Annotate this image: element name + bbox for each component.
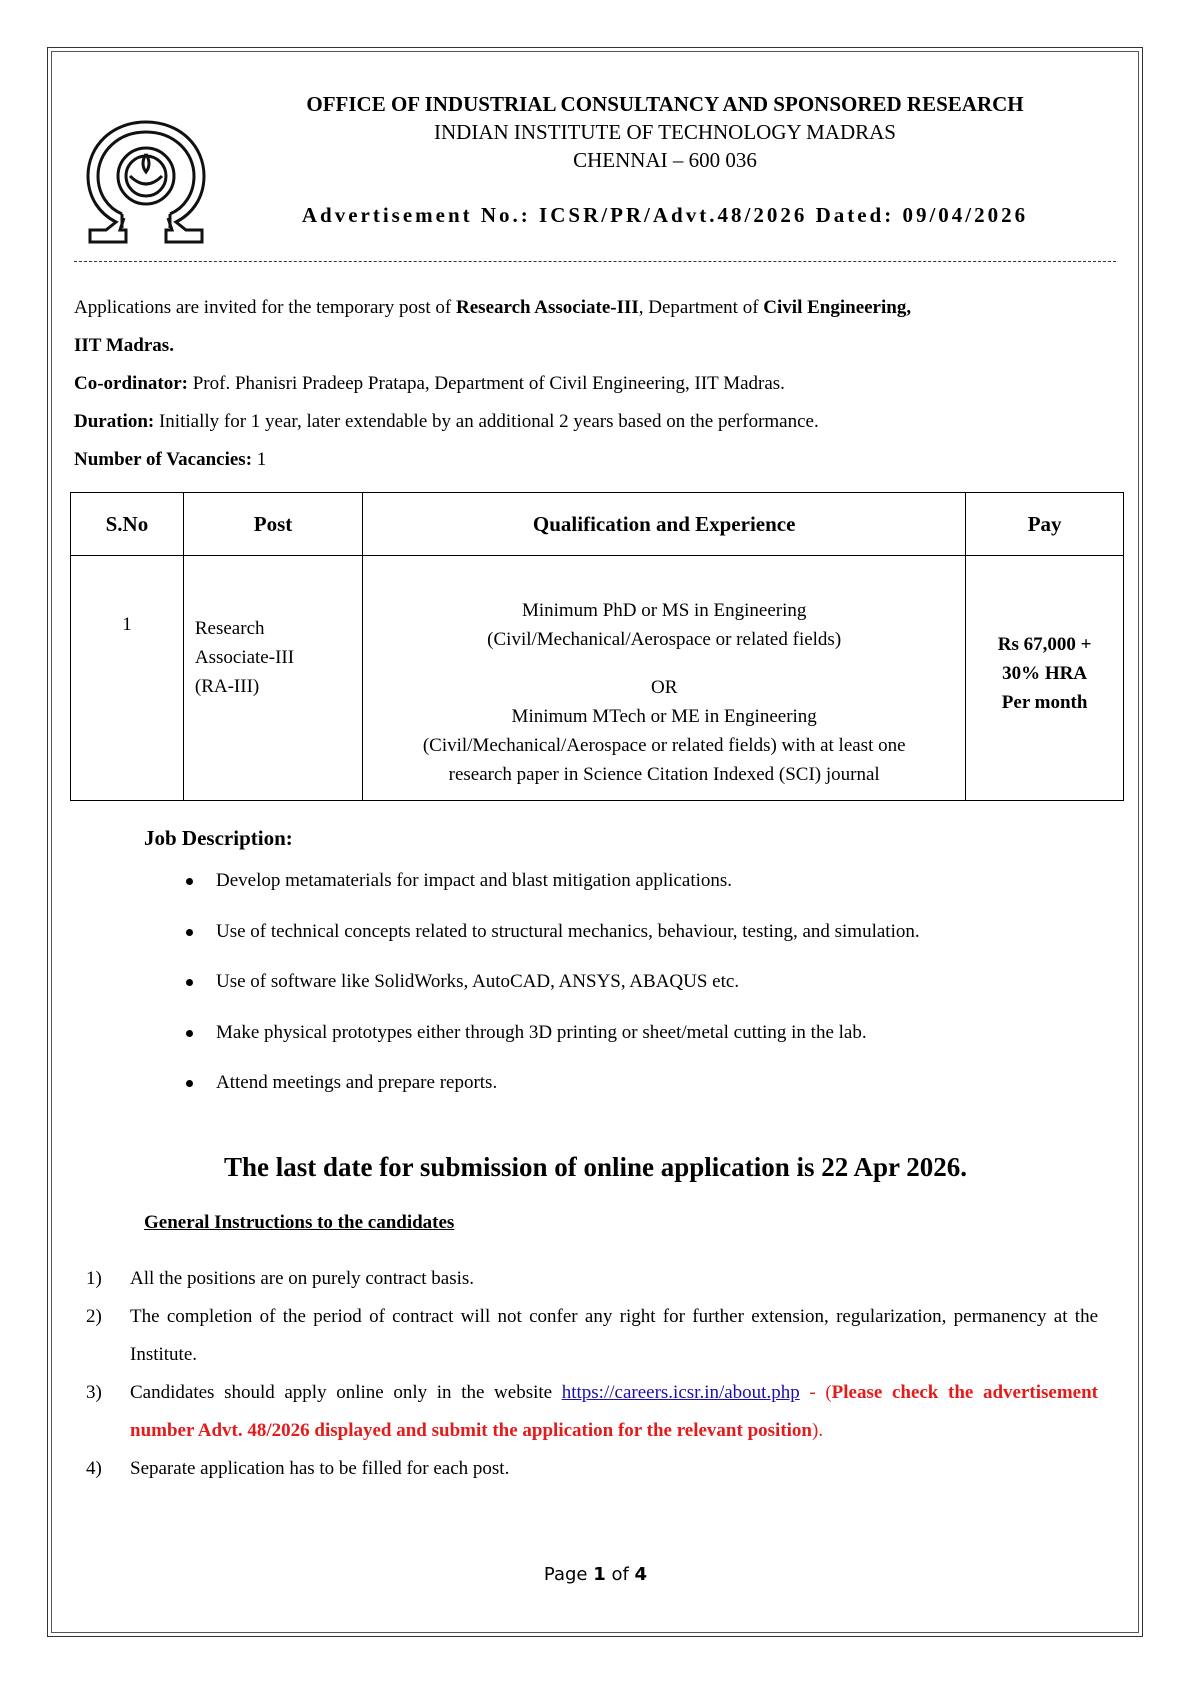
cell-sno: 1 <box>71 556 184 801</box>
qualification-or: OR <box>650 677 678 698</box>
intro-line: Applications are invited for the temporary post of Research Associate-III, Department of Civil Engineering, <box>74 297 912 318</box>
post-table <box>70 492 1124 801</box>
list-item: 2) The completion of the period of contract will not confer any right for further extension, regularization, permanency at the Institute. <box>86 1306 1098 1365</box>
list-item: Make physical prototypes either through 3D printing or sheet/metal cutting in the lab. <box>144 1022 920 1073</box>
post-name: Research Associate-III <box>456 297 639 318</box>
intro-line-cont: IIT Madras. <box>74 335 174 356</box>
list-item: Use of technical concepts related to structural mechanics, behaviour, testing, and simulation. <box>144 921 920 972</box>
bullet-icon <box>186 878 193 885</box>
dashed-separator <box>74 261 1116 262</box>
cell-qualification: Minimum PhD or MS in Engineering (Civil/Mechanical/Aerospace or related fields) OR Minimum MTech or ME in Engineering (Civil/Mechanical/Aerospace or related fields) with at least one research paper in Science Citation Indexed (SCI) journal <box>363 556 966 801</box>
bullet-icon <box>186 929 193 936</box>
advertisement-number: Advertisement No.: ICSR/PR/Advt.48/2026 Dated: 09/04/2026 <box>301 203 1029 227</box>
bullet-icon <box>186 979 193 986</box>
list-item: 1) All the positions are on purely contract basis. <box>86 1268 475 1289</box>
total-pages: 4 <box>634 1564 648 1585</box>
header-post: Post <box>183 493 362 556</box>
list-item: 3) Candidates should apply online only in the website https://careers.icsr.in/about.php - (Please check the advertisement number Advt. 48/2026 displayed and submit the application for the relevant position). <box>86 1382 1099 1441</box>
department-name: Civil Engineering, <box>763 297 912 318</box>
vacancies-line: Number of Vacancies: 1 <box>74 449 267 470</box>
coordinator-line: Co-ordinator: Prof. Phanisri Pradeep Pratapa, Department of Civil Engineering, IIT Madras. <box>74 373 785 394</box>
header-qualification: Qualification and Experience <box>363 493 966 556</box>
list-item: Use of software like SolidWorks, AutoCAD, ANSYS, ABAQUS etc. <box>144 971 920 1022</box>
org-name: OFFICE OF INDUSTRIAL CONSULTANCY AND SPONSORED RESEARCH <box>306 92 1024 116</box>
bullet-icon <box>186 1080 193 1087</box>
cell-post: Research Associate-III (RA-III) <box>183 556 362 801</box>
duration-line: Duration: Initially for 1 year, later extendable by an additional 2 years based on the performance. <box>74 411 819 432</box>
list-item: 4) Separate application has to be filled for each post. <box>86 1458 510 1479</box>
page-footer: Page 1 of 4 <box>543 1564 648 1585</box>
list-item: Attend meetings and prepare reports. <box>144 1072 920 1123</box>
last-date-notice: The last date for submission of online application is 22 Apr 2026. <box>223 1152 968 1182</box>
job-description-title: Job Description: <box>144 826 293 850</box>
institute-city: CHENNAI – 600 036 <box>573 148 757 172</box>
table-header-row <box>71 493 1124 556</box>
job-description-list <box>144 870 920 1123</box>
cell-pay: Rs 67,000 + 30% HRA Per month <box>966 556 1124 801</box>
institute-name: INDIAN INSTITUTE OF TECHNOLOGY MADRAS <box>434 120 896 144</box>
bullet-icon <box>186 1030 193 1037</box>
current-page: 1 <box>593 1564 606 1585</box>
list-item: Develop metamaterials for impact and blast mitigation applications. <box>144 870 920 921</box>
header-sno: S.No <box>71 493 184 556</box>
general-instructions-title: General Instructions to the candidates <box>144 1212 455 1233</box>
general-instructions-list <box>86 1260 1098 1488</box>
careers-link[interactable]: https://careers.icsr.in/about.php <box>561 1382 800 1403</box>
table-row <box>71 556 1124 801</box>
icsr-iitm-logo <box>84 118 209 248</box>
advt-check-note: Please check the advertisement number Advt. 48/2026 displayed and submit the application for the relevant position <box>130 1382 1099 1441</box>
header-pay: Pay <box>966 493 1124 556</box>
